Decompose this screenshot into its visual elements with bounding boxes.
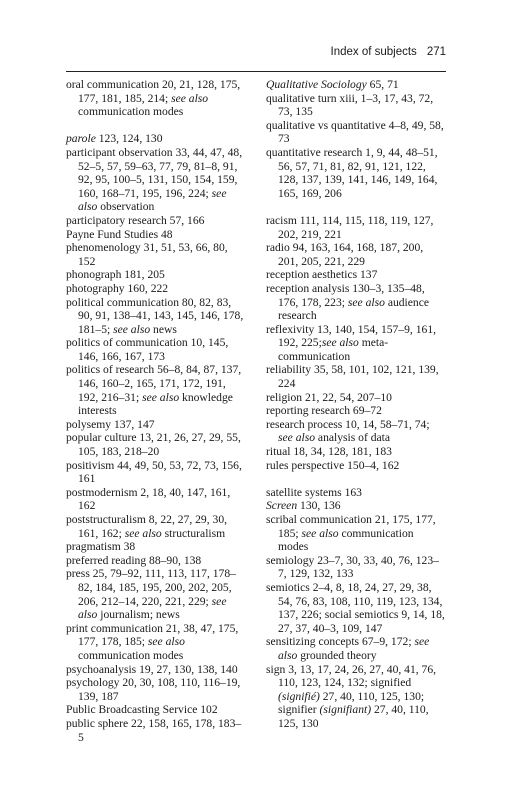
index-entry [66,363,246,417]
index-entry [266,282,446,323]
index-entry-text: phonograph 181, 205 [66,268,165,282]
index-entry [266,268,446,282]
index-entry-text: sign 3, 13, 17, 24, 26, 27, 40, 41, 76, 110, 123, 124, 132; signified [266,662,437,690]
index-entry-italic-text: see also [78,594,227,622]
index-entry-text: satellite systems 163 [266,485,362,499]
index-entry-text: 123, 124, 130 [95,132,163,146]
index-entry [66,336,246,363]
index-entry-text: audience research [278,295,430,323]
index-entry [266,445,446,459]
index-entry-text: print communication 21, 38, 47, 175, 177, 178, 185; [66,621,239,649]
index-entry [66,540,246,554]
index-entry [66,132,246,146]
index-entry-text: religion 21, 22, 54, 207–10 [266,390,392,404]
index-entry [266,554,446,581]
index-entry-text: psychology 20, 30, 108, 110, 116–19, 139, 187 [66,676,241,703]
index-entry [266,486,446,500]
index-entry-italic-text: Screen [266,499,298,513]
index-entry [266,92,446,119]
index-entry [66,431,246,458]
index-entry-text: 27, 40, 110, 125, 130; signifier [278,689,425,717]
index-entry-text: reliability 35, 58, 101, 102, 121, 139, 224 [266,363,439,391]
index-entry-text: 65, 71 [366,78,399,91]
index-entry-text: sensitizing concepts 67–9, 172; [266,635,415,649]
index-entry-text: communication modes [78,648,184,662]
index-entry-text: preferred reading 88–90, 138 [66,553,202,567]
index-entry [66,78,246,119]
index-entry-text: postmodernism 2, 18, 40, 147, 161, 162 [66,485,231,513]
index-entry-italic-text: Qualitative Sociology [266,78,367,91]
index-entry-text: semiotics 2–4, 8, 18, 24, 27, 29, 38, 54, 76, 83, 108, 110, 119, 123, 134, 137, 226; social semiotics 9, 14, 18, 27, 37, 40–3, 109, 147 [266,580,445,635]
index-entry-text: qualitative turn xiii, 1–3, 17, 43, 72, 73, 135 [266,91,434,119]
index-entry [266,78,446,92]
index-entry [66,554,246,568]
header-rule [66,71,446,72]
index-entry [266,581,446,635]
index-entry-text: news [150,322,177,336]
index-entry [66,567,246,621]
index-entry-italic-text: parole [66,132,96,146]
index-entry [266,499,446,513]
index-entry [66,717,246,744]
index-entry-text: rules perspective 150–4, 162 [266,458,400,472]
index-entry-italic-text: see also [78,186,227,214]
index-entry-text: research process 10, 14, 58–71, 74; [266,417,430,431]
index-entry-text: politics of research 56–8, 84, 87, 137, 146, 160–2, 165, 171, 172, 191, 192, 216–31; [66,363,242,404]
index-column-right [266,78,446,731]
index-entry [66,459,246,486]
index-entry-italic-text: (signifié) [278,689,320,703]
index-entry [266,404,446,418]
index-entry-text: pragmatism 38 [66,540,136,554]
index-entry-italic-text: see also [347,295,385,309]
index-entry [266,323,446,364]
index-entry [266,418,446,445]
index-entry-text: participatory research 57, 166 [66,213,205,227]
index-entry [266,363,446,390]
index-entry-italic-text: see also [113,322,151,336]
index-entry-italic-text: see also [278,635,430,662]
index-entry-text: psychoanalysis 19, 27, 130, 138, 140 [66,662,238,676]
index-entry-text: reporting research 69–72 [266,404,382,418]
index-entry [266,146,446,200]
index-entry-text: analysis of data [315,431,391,445]
index-entry [66,486,246,513]
index-entry-text: positivism 44, 49, 50, 53, 72, 73, 156, 161 [66,458,242,486]
index-entry [266,663,446,731]
index-entry-italic-text: see also [124,526,162,540]
index-entry-text: reception aesthetics 137 [266,268,378,282]
index-entry-text: political communication 80, 82, 83, 90, 91, 138–41, 143, 145, 146, 178, 181–5; [66,295,244,336]
index-entry-text: quantitative research 1, 9, 44, 48–51, 56, 57, 71, 81, 82, 91, 121, 122, 128, 137, 139, 141, 146, 149, 164, 165, 169, 206 [266,145,438,200]
index-column-left [66,78,246,744]
index-entry-text: reflexivity 13, 140, 154, 157–9, 161, 192, 225; [266,322,437,350]
index-entry-text: meta-communication [278,336,389,363]
index-entry-text: grounded theory [297,648,377,662]
index-entry-text: public sphere 22, 158, 165, 178, 183–5 [66,716,242,744]
index-entry [266,391,446,405]
index-entry [266,119,446,146]
index-entry-text: communication modes [278,526,414,554]
index-entry-text: radio 94, 163, 164, 168, 187, 200, 201, 205, 221, 229 [266,241,424,268]
index-entry-italic-text: see also [142,390,180,404]
index-entry [66,663,246,677]
index-entry [66,214,246,228]
index-entry-text: participant observation 33, 44, 47, 48, 52–5, 57, 59–63, 77, 79, 81–8, 91, 92, 95, 100–5, 131, 150, 154, 159, 160, 168–71, 195, 196, 224; [66,145,243,200]
index-entry-text: phenomenology 31, 51, 53, 66, 80, 152 [66,241,228,268]
index-entry-italic-text: see also [321,336,359,350]
index-entry-text: scribal communication 21, 175, 177, 185; [266,513,436,540]
index-entry-text: semiology 23–7, 30, 33, 40, 76, 123–7, 129, 132, 133 [266,553,439,581]
index-entry [66,268,246,282]
section-title: Index of subjects [330,46,417,58]
index-entry-text: knowledge interests [78,390,233,418]
index-entry-italic-text: see also [278,431,316,445]
index-entry [66,513,246,540]
index-entry [66,622,246,663]
index-entry-text: structuralism [161,526,226,540]
running-header [66,46,446,64]
index-entry [266,513,446,554]
index-entry [66,146,246,214]
index-entry [266,214,446,241]
page-number: 271 [426,46,446,58]
index-entry [66,296,246,337]
index-entry-text: observation [97,200,155,214]
index-entry-text: ritual 18, 34, 128, 181, 183 [266,445,392,459]
index-entry [66,676,246,703]
index-entry-text: popular culture 13, 21, 26, 27, 29, 55, 105, 183, 218–20 [66,431,241,459]
index-entry-italic-text: see also [171,91,209,105]
index-entry-text: racism 111, 114, 115, 118, 119, 127, 202, 219, 221 [266,213,434,241]
index-entry-text: communication modes [78,105,184,119]
index-entry [266,241,446,268]
index-entry-italic-text: see also [147,635,185,649]
index-entry [266,635,446,662]
index-entry [66,282,246,296]
index-entry-text: Payne Fund Studies 48 [66,227,173,241]
index-entry-italic-text: (signifiant) [319,703,372,717]
index-entry-text: politics of communication 10, 145, 146, 166, 167, 173 [66,336,229,363]
index-entry-text: 27, 40, 110, 125, 130 [278,703,429,730]
index-entry [266,459,446,473]
index-entry-text: qualitative vs quantitative 4–8, 49, 58, 73 [266,118,444,146]
index-entry-text: journalism; news [97,608,180,622]
index-entry-text: 130, 136 [297,499,341,513]
index-entry-text: press 25, 79–92, 111, 113, 117, 178–82, 184, 185, 195, 200, 202, 205, 206, 212–14, 220, 221, 229; [66,567,236,608]
index-entry-text: oral communication 20, 21, 128, 175, 177, 181, 185, 214; [66,78,241,105]
index-entry [66,241,246,268]
index-entry-text: photography 160, 222 [66,281,169,295]
index-entry-italic-text: see also [301,526,339,540]
index-entry-text: polysemy 137, 147 [66,417,155,431]
index-entry-text: poststructuralism 8, 22, 27, 29, 30, 161, 162; [66,513,228,540]
index-entry-text: Public Broadcasting Service 102 [66,703,218,717]
index-entry-text: reception analysis 130–3, 135–48, 176, 178, 223; [266,281,425,309]
index-entry [66,228,246,242]
index-entry [66,703,246,717]
index-entry [66,418,246,432]
